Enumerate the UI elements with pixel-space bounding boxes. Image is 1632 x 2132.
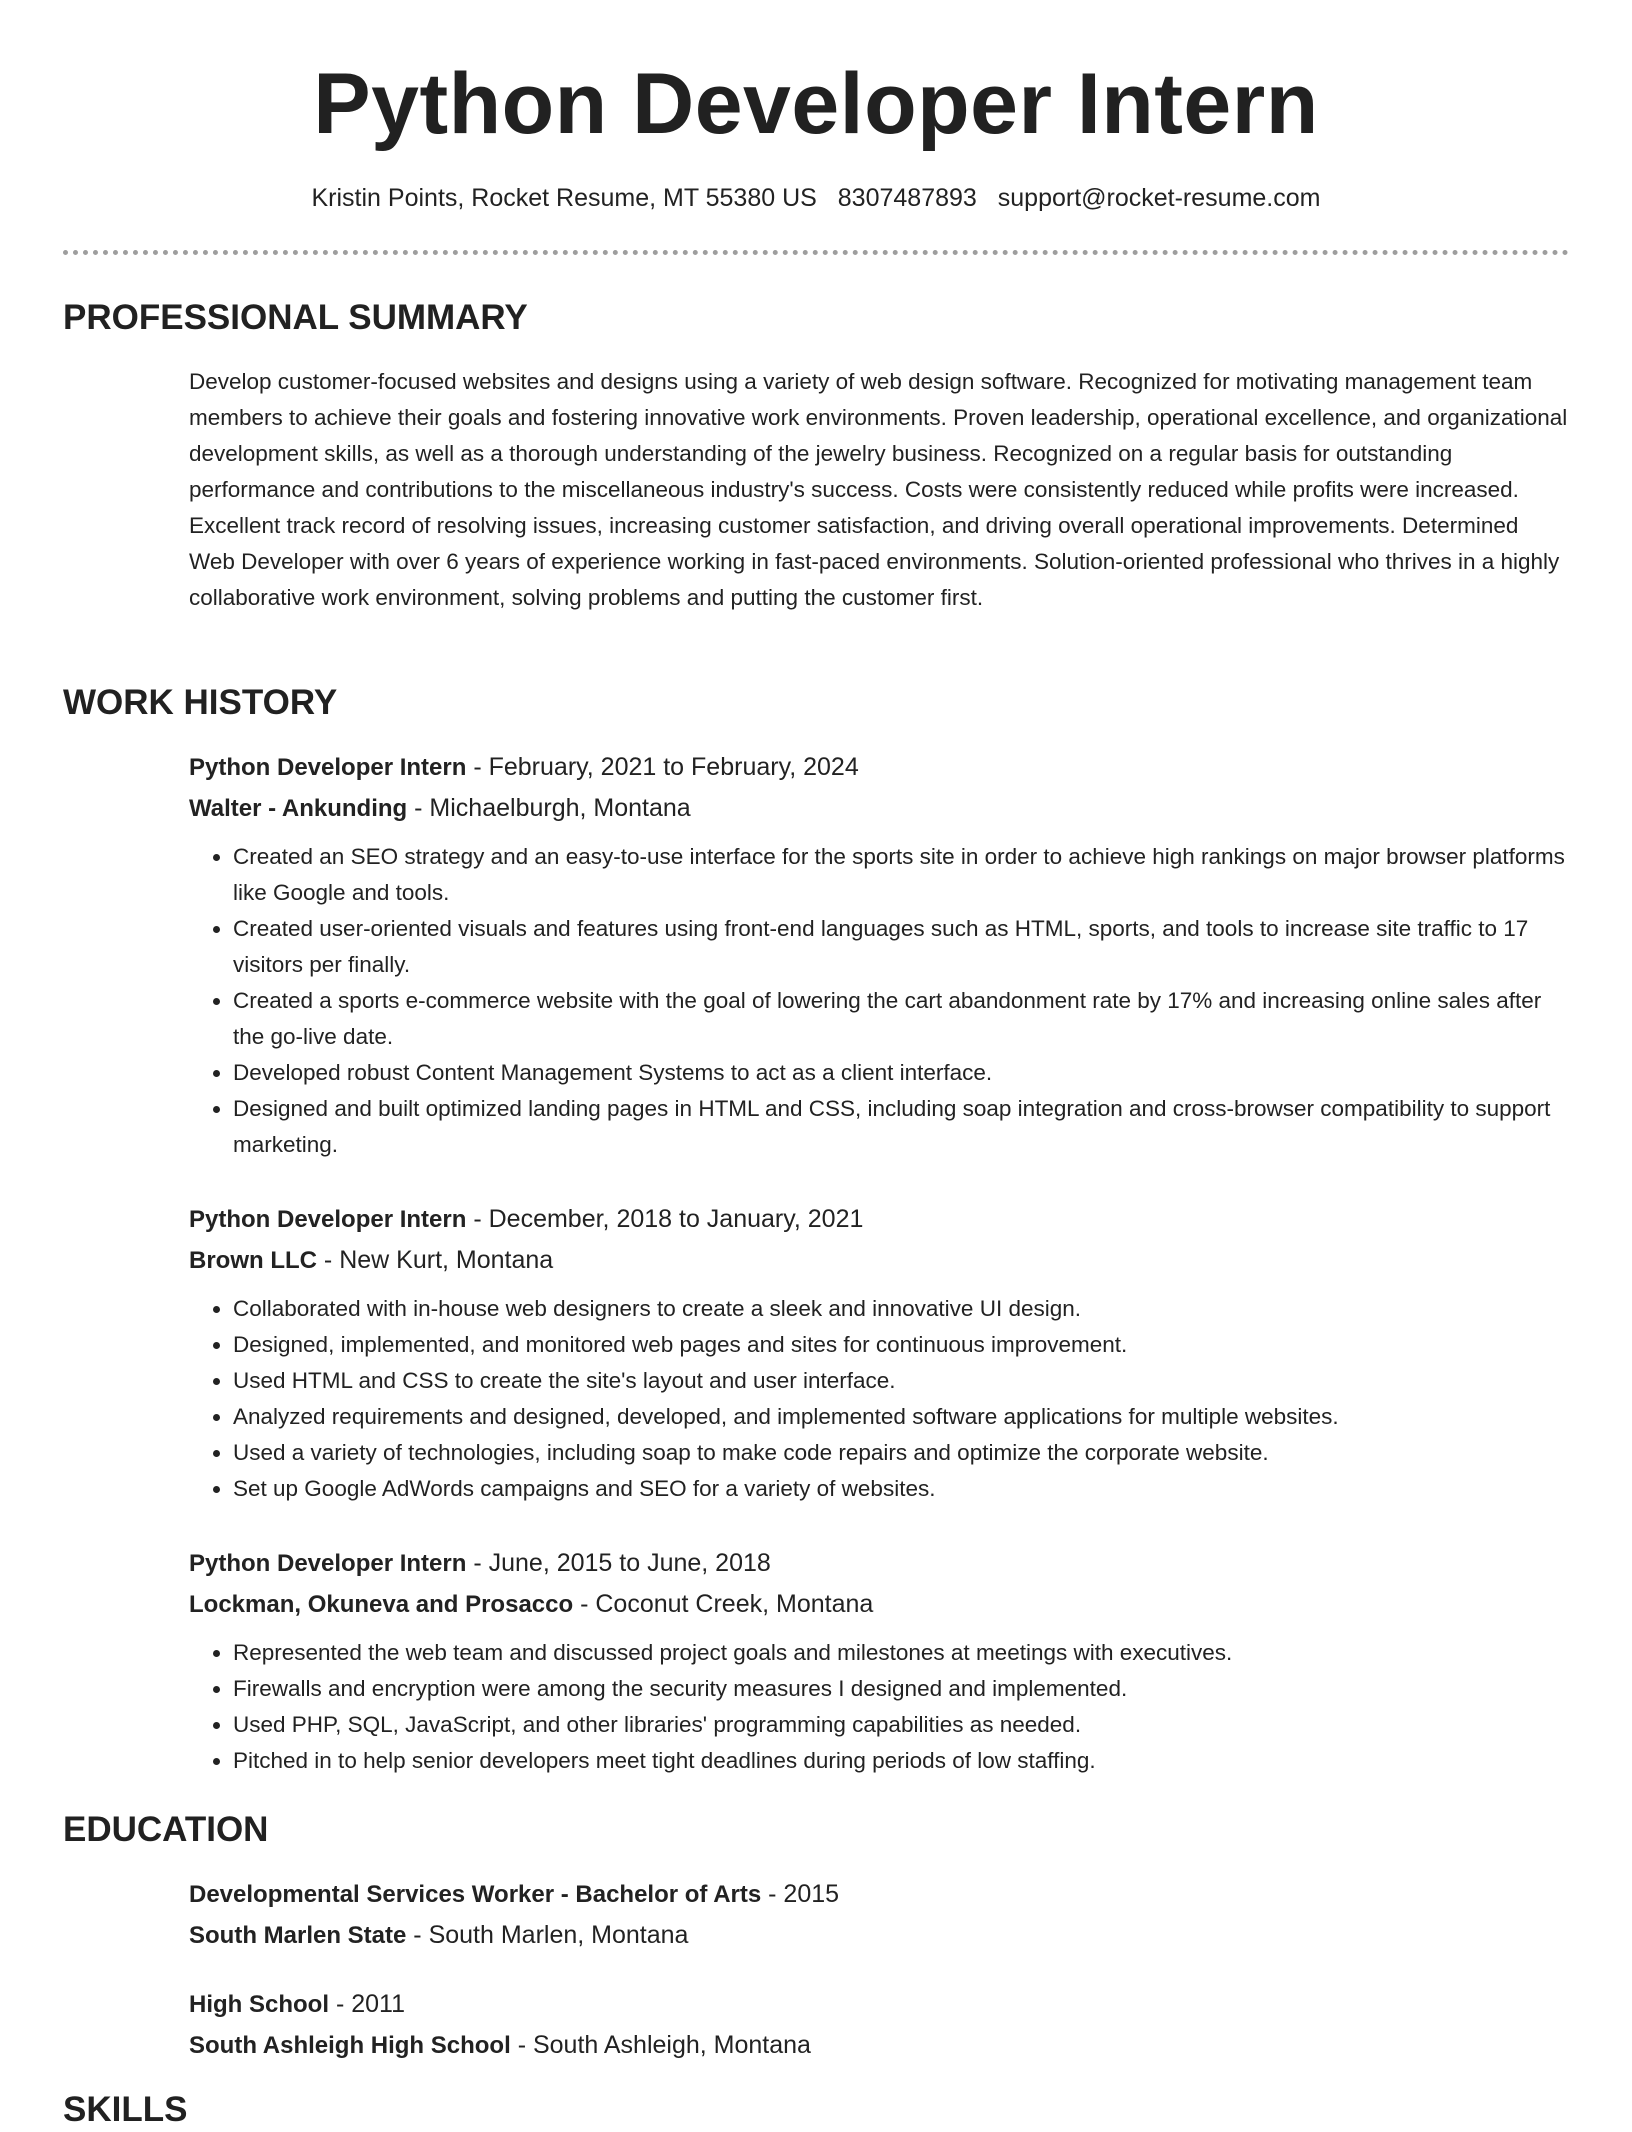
contact-line: [0, 180, 1632, 216]
job-bullet: • Used PHP, SQL, JavaScript, and other libraries' programming capabilities as needed.: [233, 1707, 1569, 1743]
job-role: Python Developer Intern: [189, 1206, 467, 1233]
job-company: Lockman, Okuneva and Prosacco: [189, 1591, 574, 1618]
job-role: Python Developer Intern: [189, 1550, 467, 1577]
job-dates: - June, 2015 to June, 2018: [466, 1549, 771, 1577]
job-bullet: • Set up Google AdWords campaigns and SEO for a variety of websites.: [233, 1471, 1569, 1507]
education-entry: [189, 1874, 1569, 1956]
job-title-line: [189, 1543, 1569, 1584]
education-location: - South Marlen, Montana: [406, 1921, 689, 1949]
education-school: South Ashleigh High School: [189, 2032, 511, 2059]
education-year: - 2015: [761, 1880, 840, 1908]
job-bullet: • Used HTML and CSS to create the site's layout and user interface.: [233, 1363, 1569, 1399]
summary-text: Develop customer-focused websites and designs using a variety of web design software. Recognized for motivating management team members to achieve their goals and fostering innovative work environments. Proven leadership, operational excellence, and organizational development skills, as well as a thorough understanding of the jewelry business. Recognized on a regular basis for outstanding performance and contributions to the miscellaneous industry's success. Costs were consistently reduced while profits were increased. Excellent track record of resolving issues, increasing customer satisfaction, and driving overall operational improvements. Determined Web Developer with over 6 years of experience working in fast-paced environments. Solution-oriented professional who thrives in a highly collaborative work environment, solving problems and putting the customer first.: [189, 369, 1568, 610]
job-dates: - December, 2018 to January, 2021: [466, 1205, 864, 1233]
job-bullet: • Represented the web team and discussed project goals and milestones at meetings with executives.: [233, 1635, 1569, 1671]
job-bullet: • Pitched in to help senior developers meet tight deadlines during periods of low staffing.: [233, 1743, 1569, 1779]
contact-phone: 8307487893: [837, 184, 977, 212]
education-year: - 2011: [329, 1990, 405, 2018]
section-title-work: WORK HISTORY: [63, 683, 338, 722]
summary-block: [189, 364, 1569, 616]
section-title-skills: SKILLS: [63, 2090, 188, 2129]
job-bullets: [189, 839, 1569, 1163]
education-school: South Marlen State: [189, 1922, 407, 1949]
job-location: - Coconut Creek, Montana: [573, 1590, 874, 1618]
job-role: Python Developer Intern: [189, 754, 467, 781]
education-degree: High School: [189, 1991, 329, 2018]
job-company-line: [189, 1240, 1569, 1281]
education-degree-line: [189, 1984, 1569, 2025]
job-bullet: • Used a variety of technologies, including soap to make code repairs and optimize the corporate website.: [233, 1435, 1569, 1471]
job-bullet: • Designed, implemented, and monitored web pages and sites for continuous improvement.: [233, 1327, 1569, 1363]
job-bullets: [189, 1291, 1569, 1507]
job-bullet: • Analyzed requirements and designed, developed, and implemented software applications for multiple websites.: [233, 1399, 1569, 1435]
education-school-line: [189, 2025, 1569, 2066]
job-bullet: • Created a sports e-commerce website with the goal of lowering the cart abandonment rate by 17% and increasing online sales after the go-live date.: [233, 983, 1569, 1055]
job-bullet: • Collaborated with in-house web designers to create a sleek and innovative UI design.: [233, 1291, 1569, 1327]
job-bullet: • Developed robust Content Management Systems to act as a client interface.: [233, 1055, 1569, 1091]
job-title-line: [189, 1199, 1569, 1240]
job-bullet: • Created an SEO strategy and an easy-to-use interface for the sports site in order to achieve high rankings on major browser platforms like Google and tools.: [233, 839, 1569, 911]
job-company-line: [189, 788, 1569, 829]
job-entry: [189, 1199, 1569, 1507]
job-title-line: [189, 747, 1569, 788]
contact-email: support@rocket-resume.com: [997, 184, 1321, 212]
job-location: - New Kurt, Montana: [316, 1246, 554, 1274]
header-divider: [63, 250, 1569, 255]
job-location: - Michaelburgh, Montana: [407, 794, 691, 822]
education-school-line: [189, 1915, 1569, 1956]
job-bullets: [189, 1635, 1569, 1779]
job-dates: - February, 2021 to February, 2024: [466, 753, 859, 781]
education-location: - South Ashleigh, Montana: [510, 2031, 811, 2059]
section-title-education: EDUCATION: [63, 1810, 269, 1849]
job-bullet: • Created user-oriented visuals and features using front-end languages such as HTML, sports, and tools to increase site traffic to 17 visitors per finally.: [233, 911, 1569, 983]
section-title-summary: PROFESSIONAL SUMMARY: [63, 298, 528, 337]
job-company-line: [189, 1584, 1569, 1625]
job-entry: [189, 1543, 1569, 1779]
contact-address: Kristin Points, Rocket Resume, MT 55380 US: [311, 184, 817, 212]
job-company: Brown LLC: [189, 1247, 317, 1274]
resume-name: Python Developer Intern: [313, 56, 1319, 152]
job-entry: [189, 747, 1569, 1163]
education-degree: Developmental Services Worker - Bachelor of Arts: [189, 1881, 762, 1908]
job-bullet: • Designed and built optimized landing pages in HTML and CSS, including soap integration and cross-browser compatibility to support marketing.: [233, 1091, 1569, 1163]
job-company: Walter - Ankunding: [189, 795, 408, 822]
job-bullet: • Firewalls and encryption were among the security measures I designed and implemented.: [233, 1671, 1569, 1707]
education-degree-line: [189, 1874, 1569, 1915]
education-entry: [189, 1984, 1569, 2066]
